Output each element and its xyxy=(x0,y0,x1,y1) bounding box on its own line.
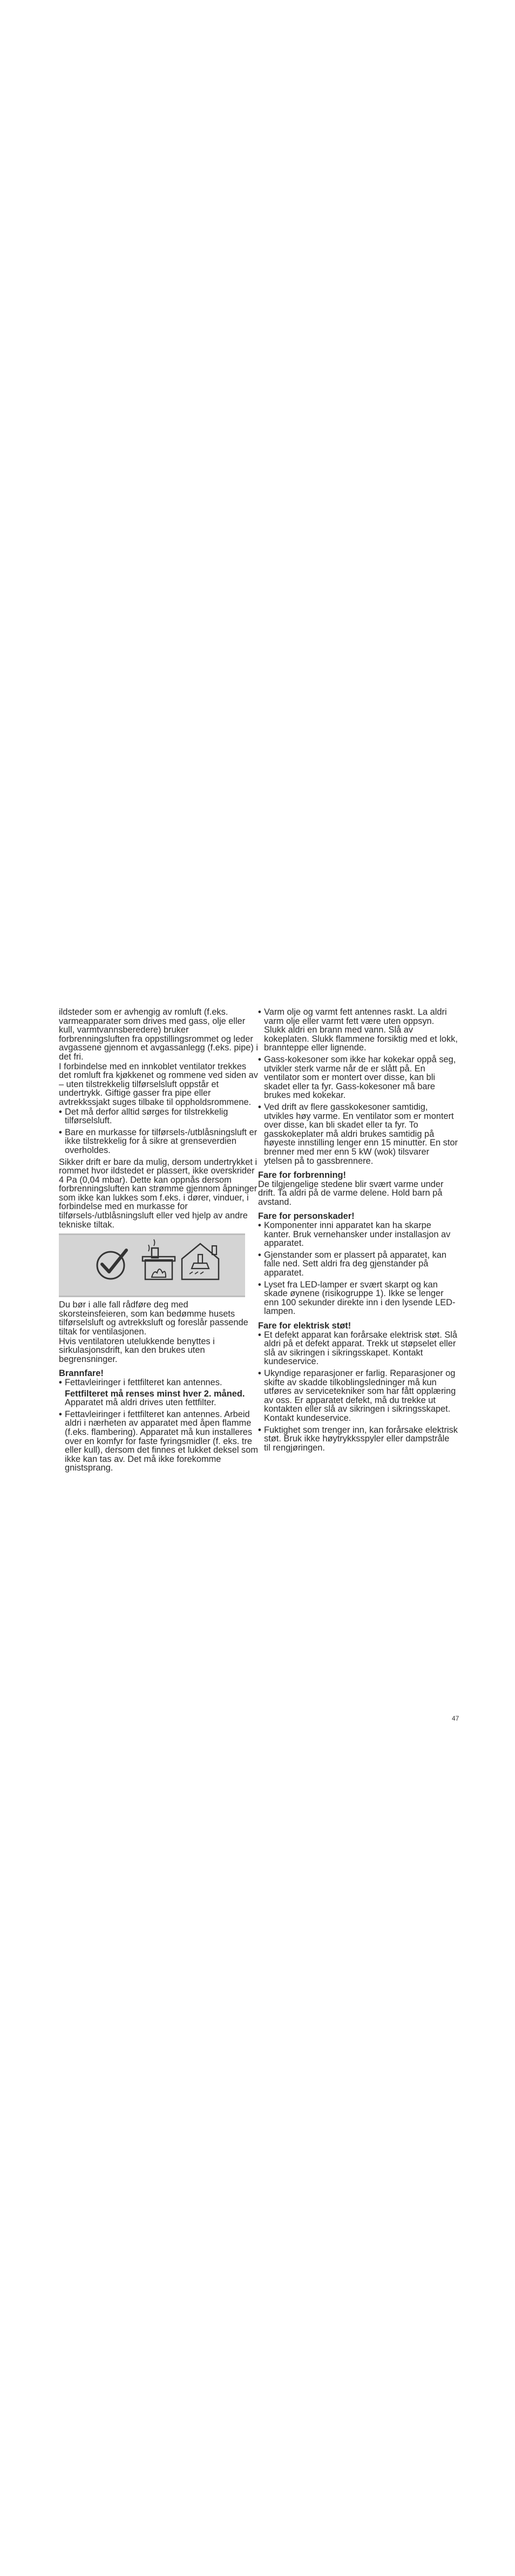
paragraph-underpressure: I forbindelse med en innkoblet ventilator trekkes det romluft fra kjøkkenet og rommene ved siden av – uten tilstrekkelig tilførselsluft oppstår et undertrykk. Giftige gasser fra pipe eller avtrekkssjakt suges tilbake til oppholdsrommene. xyxy=(59,1061,258,1107)
heading-electric-shock: Fare for elektrisk støt! xyxy=(258,1321,351,1331)
ventilation-illustration xyxy=(59,1233,245,1297)
list-item: • Komponenter inni apparatet kan ha skarpe kanter. Bruk vernehansker under installasjon av apparatet. xyxy=(258,1220,451,1249)
list-item: • Gjenstander som er plassert på apparatet, kan falle ned. Sett aldri fra deg gjenstander på apparatet. xyxy=(258,1250,447,1278)
page-number: 47 xyxy=(452,1715,459,1722)
list-item: • Gass-kokesoner som ikke har kokekar oppå seg, utvikler sterk varme når de er slått på. En ventilator som er montert over disse, kan bli skadet eller ta fyr. Gass-kokesoner må bare brukes med kokekar. xyxy=(258,1054,456,1101)
paragraph-safe-operation: Sikker drift er bare da mulig, dersom undertrykket i rommet hvor ildstedet er plassert, ikke overskrider 4 Pa (0,04 mbar). Dette kan oppnås dersom forbrenningsluften kan strømme gjennom åpninger som ikke kan lukkes som f.eks. i dører, vinduer, i forbindelse med en murkasse for tilførsels-/utblåsningsluft eller ved hjelp av andre tekniske tiltak. xyxy=(59,1157,258,1230)
bullet-list-supply-air xyxy=(59,1108,259,1155)
bullet-list-injury xyxy=(258,1221,458,1316)
paragraph-recirculation: Hvis ventilatoren utelukkende benyttes i sirkulasjonsdrift, kan den brukes uten begrensninger. xyxy=(59,1336,215,1364)
heading-burn-hazard: Fare for forbrenning! xyxy=(258,1170,346,1181)
list-item: • Ukyndige reparasjoner er farlig. Reparasjoner og skifte av skadde tilkoblingsledninger må kun utføres av servicetekniker som har fått opplæring av oss. Er apparatet defekt, må du trekke ut kontakten eller slå av sikringen i sikringsskapet. Kontakt kundeservice. xyxy=(258,1368,456,1423)
left-column xyxy=(59,1008,259,1475)
heading-fire-hazard: Brannfare! xyxy=(59,1368,104,1379)
paragraph-burn: De tilgjengelige stedene blir svært varme under drift. Ta aldri på de varme delene. Hold barn på avstand. xyxy=(258,1179,444,1207)
fireplace-icon xyxy=(143,1239,175,1279)
list-item: • Fettavleiringer i fettfilteret kan antennes. Fettfilteret må renses minst hver 2. måned. Apparatet må aldri drives uten fettfilter. xyxy=(59,1378,259,1407)
list-item: • Fettavleiringer i fettfilteret kan antennes. Arbeid aldri i nærheten av apparatet med åpen flamme (f.eks. flambering). Apparatet må kun installeres over en komfyr for faste fyringsmidler (f. eks. tre eller kull), dersom det finnes et lukket deksel som ikke kan tas av. Det må ikke forekomme gnistsprang. xyxy=(59,1409,259,1473)
list-item: • Ved drift av flere gasskokesoner samtidig, utvikles høy varme. En ventilator som er montert over disse, kan bli skadet eller ta fyr. To gasskokeplater må aldri brukes samtidig på høyeste innstilling lenger enn 15 minutter. En stor brenner med mer enn 5 kW (wok) tilsvarer ytelsen på to gassbrennere. xyxy=(258,1102,458,1166)
paragraph-room-air: ildsteder som er avhengig av romluft (f.eks. varmeapparater som drives med gass, olje eller kull, varmtvannsberedere) bruker forbrenningsluften fra oppstillingsrommet og leder avgassene gjennom et avgassanlegg (f.eks. pipe) i det fri. xyxy=(59,1007,259,1062)
paragraph-chimney-sweep: Du bør i alle fall rådføre deg med skorsteinsfeieren, som kan bedømme husets tilførselsluft og avtrekksluft og foreslår passende tiltak for ventilasjonen. xyxy=(59,1300,248,1337)
list-item: • Lyset fra LED-lamper er svært skarpt og kan skade øynene (risikogruppe 1). Ikke se lenger enn 100 sekunder direkte inn i den lysende LED-lampen. xyxy=(258,1279,456,1317)
heading-injury-hazard: Fare for personskader! xyxy=(258,1211,355,1222)
list-item: • Bare en murkasse for tilførsels-/utblåsningsluft er ikke tilstrekkelig for å sikre at grenseverdien overholdes. xyxy=(59,1127,258,1155)
bullet-list-shock xyxy=(258,1331,458,1453)
right-column xyxy=(258,1008,458,1455)
bullet-list-hot-oil xyxy=(258,1008,458,1165)
bullet-list-fire xyxy=(59,1378,259,1473)
strong-instruction: Fettfilteret må renses minst hver 2. måned. xyxy=(65,1388,245,1399)
check-circle-icon xyxy=(97,1250,126,1279)
hood-house-icon xyxy=(182,1244,219,1279)
list-item: • Fuktighet som trenger inn, kan forårsake elektrisk støt. Bruk ikke høytrykksspyler eller dampstråle til rengjøringen. xyxy=(258,1425,458,1453)
ventilation-illustration-graphic xyxy=(59,1235,245,1296)
list-item: • Det må derfor alltid sørges for tilstrekkelig tilførselsluft. xyxy=(59,1107,228,1126)
list-item: • Et defekt apparat kan forårsake elektrisk støt. Slå aldri på et defekt apparat. Trekk ut støpselet eller slå av sikringen i sikringsskapet. Kontakt kundeservice. xyxy=(258,1330,458,1367)
list-item: • Varm olje og varmt fett antennes raskt. La aldri varm olje eller varmt fett være uten oppsyn. Slukk aldri en brann med vann. Slå av kokeplaten. Slukk flammene forsiktig med et lokk, brannteppe eller lignende. xyxy=(258,1007,458,1053)
